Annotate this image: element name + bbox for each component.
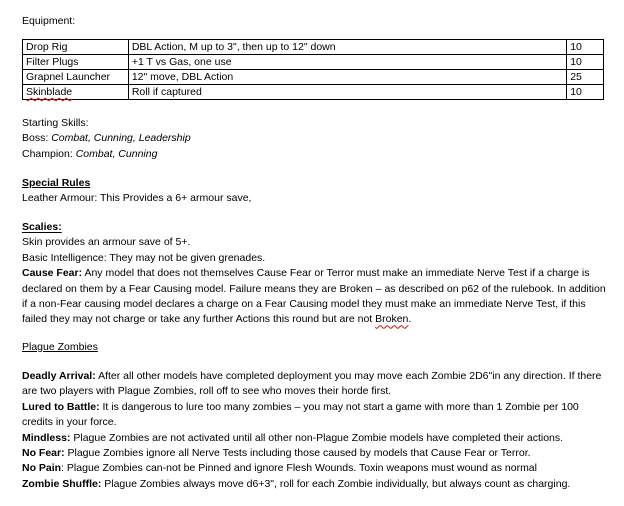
table-row [23, 55, 604, 70]
rule-lured-to-battle [22, 400, 607, 431]
equipment-heading: Equipment: [22, 15, 76, 27]
equipment-name: Grapnel Launcher [23, 70, 129, 85]
rule-text: Plague Zombies are not activated until all other non-Plague Zombie models have completed their actions. [70, 431, 564, 444]
equipment-name: Drop Rig [23, 40, 129, 55]
equipment-desc: 12" move, DBL Action [128, 70, 566, 85]
cause-fear-text: Any model that does not themselves Cause Fear or Terror must make an immediate Nerve Test if a charge is declared on them by a Fear Causing model. Failure means they are Broken – as described on p62 of the rulebook. In addition if a non-Fear causing model declares a charge on a Fear Causing model they must make an immediate Nerve Test, if this failed they may not charge or take any further Actions this round but are not [22, 267, 606, 326]
table-row [23, 85, 604, 100]
champion-skills-value: Combat, Cunning [75, 147, 158, 160]
rule-text: Plague Zombies ignore all Nerve Tests including those caused by models that Cause Fear or Terror. [64, 447, 531, 460]
spellcheck-word: Skinblade [26, 86, 73, 98]
equipment-cost: 10 [567, 40, 604, 55]
cause-fear-label: Cause Fear: [22, 267, 83, 280]
equipment-name [23, 85, 129, 100]
scalies-section [22, 220, 607, 328]
rule-text: : Plague Zombies can-not be Pinned and ignore Flesh Wounds. Toxin weapons must wound as normal [61, 462, 537, 475]
rule-no-pain [22, 461, 607, 476]
rule-zombie-shuffle [22, 477, 607, 492]
rule-text: Plague Zombies always move d6+3", roll for each Zombie individually, but always count as charging. [101, 477, 571, 490]
table-row [23, 70, 604, 85]
champion-skills [22, 147, 191, 162]
rule-text: After all other models have completed deployment you may move each Zombie 2D6"in any direction. If there are two players with Plague Zombies, roll off to see who moves their horde first. [22, 370, 602, 398]
scalies-intelligence: Basic Intelligence: They may not be given grenades. [22, 251, 266, 264]
special-rules-text: Leather Armour: This Provides a 6+ armour save, [22, 192, 252, 205]
rule-label: Lured to Battle: [22, 400, 100, 413]
boss-label: Boss: [22, 132, 52, 145]
equipment-desc: Roll if captured [128, 85, 566, 100]
equipment-cost: 10 [567, 55, 604, 70]
rule-label: Deadly Arrival: [22, 370, 96, 382]
scalies-heading [22, 220, 607, 235]
scalies-heading-text: Scalies: [22, 221, 62, 233]
equipment-cost: 25 [567, 70, 604, 85]
rule-label: Zombie Shuffle: [22, 477, 102, 490]
equipment-desc: +1 T vs Gas, one use [128, 55, 566, 70]
equipment-name: Filter Plugs [23, 55, 129, 70]
table-row [23, 40, 604, 55]
plague-zombies-section [22, 340, 98, 355]
champion-label: Champion: [22, 147, 76, 160]
cause-fear-broken: Broken [375, 313, 409, 326]
rule-mindless [22, 431, 607, 446]
plague-zombies-heading: Plague Zombies [22, 341, 98, 353]
equipment-cost: 10 [567, 85, 604, 100]
equipment-desc: DBL Action, M up to 3", then up to 12" down [128, 40, 566, 55]
equipment-table [22, 39, 604, 100]
cause-fear-period: . [408, 313, 412, 326]
rule-label: No Fear: [22, 447, 65, 460]
plague-zombies-rules [22, 369, 607, 492]
scalies-armour: Skin provides an armour save of 5+. [22, 236, 191, 249]
rule-deadly-arrival [22, 369, 607, 400]
special-rules-heading: Special Rules [22, 177, 91, 189]
boss-skills [22, 131, 191, 146]
rule-label: No Pain [22, 462, 62, 475]
starting-skills-section [22, 116, 191, 162]
cause-fear-rule [22, 266, 607, 328]
rule-label: Mindless: [22, 431, 71, 444]
rule-no-fear [22, 446, 607, 461]
starting-skills-heading: Starting Skills: [22, 117, 89, 129]
rule-text: It is dangerous to lure too many zombies – you may not start a game with more than 1 Zombie per 100 credits in your force. [22, 400, 579, 429]
special-rules-section [22, 176, 251, 207]
boss-skills-value: Combat, Cunning, Leadership [51, 132, 191, 145]
